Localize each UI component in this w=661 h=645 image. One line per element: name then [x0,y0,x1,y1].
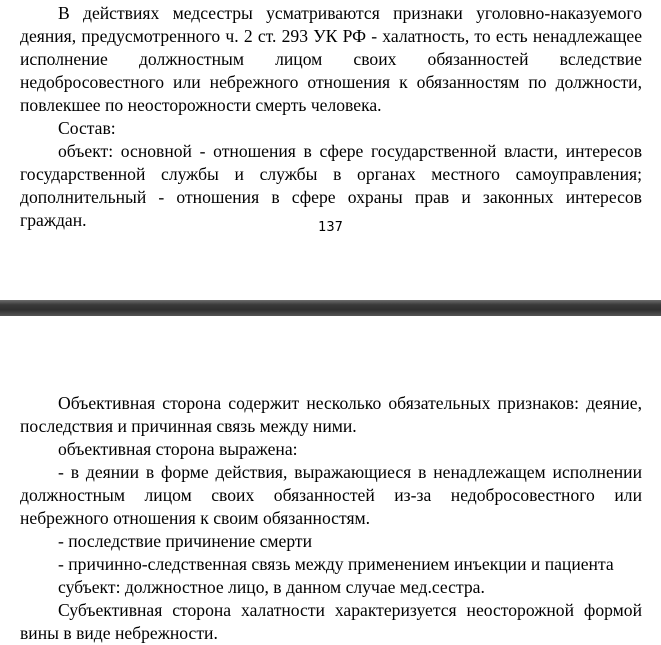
paragraph-act: - в деянии в форме действия, выражающиеся в ненадлежащем исполнении должностным лицом своих обязанностей из-за недобросовестного или небрежного отношения к своим обязанностям. [20,462,642,528]
paragraph-object: объект: основной - отношения в сфере государственной власти, интересов государственной службы и службы в органах местного самоуправления; дополнительный - отношения в сфере охраны прав и законных интересов граждан. [20,141,642,230]
page-top-text [20,2,642,232]
document-page-bottom [0,316,661,643]
document-page-top [0,0,661,300]
paragraph-composition-heading: Состав: [58,118,116,138]
paragraph-consequence: - последствие причинение смерти [58,531,313,551]
paragraph-crime-signs: В действиях медсестры усматриваются признаки уголовно-наказуемого деяния, предусмотренного ч. 2 ст. 293 УК РФ - халатность, то есть ненадлежащее исполнение должностным лицом своих обязанностей вследствие недобросовестного или небрежного отношения к обязанностям по должности, повлекшее по неосторожности смерть человека. [20,3,642,115]
paragraph-causal-link: - причинно-следственная связь между применением инъекции и пациента [58,554,614,574]
paragraph-objective-side: Объективная сторона содержит несколько обязательных признаков: деяние, последствия и причинная связь между ними. [20,393,642,436]
page-number: 137 [318,220,343,235]
page-bottom-text [20,392,642,645]
paragraph-objective-expressed: объективная сторона выражена: [58,439,298,459]
paragraph-subject: субъект: должностное лицо, в данном случае мед.сестра. [58,577,485,597]
paragraph-subjective-side: Субъективная сторона халатности характеризуется неосторожной формой вины в виде небрежности. [20,600,642,643]
page-divider [0,300,661,316]
